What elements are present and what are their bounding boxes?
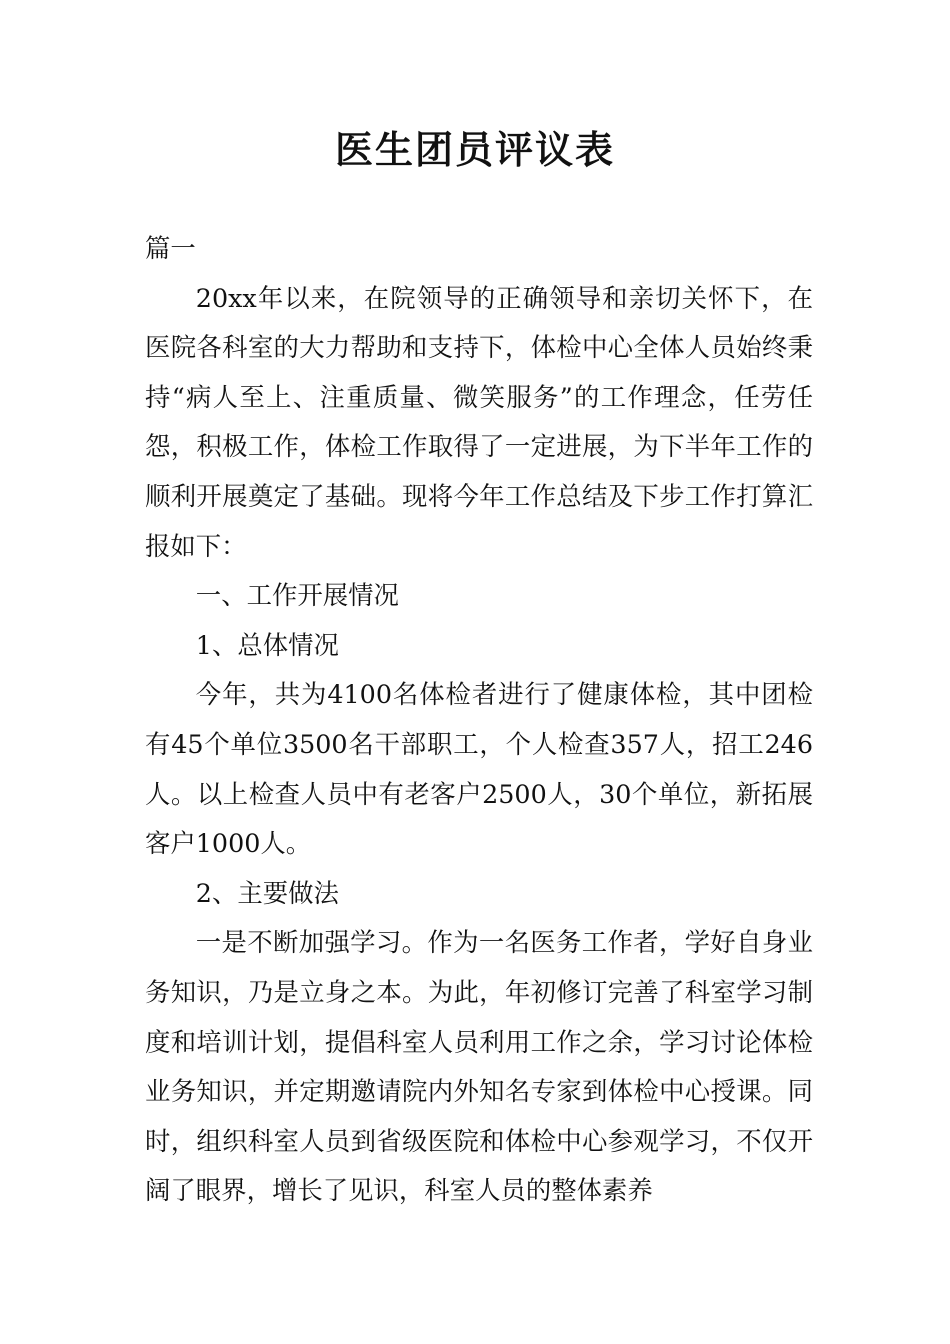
- subheading-methods: 2、主要做法: [195, 877, 339, 908]
- paragraph-overall: 今年，共为4100名体检者进行了健康体检，其中团检有45个单位3500名干部职工，个人检查357人，招工246人。以上检查人员中有老客户2500人，30个单位，新拓展客户1000人。: [145, 679, 813, 859]
- document-title: 医生团员评议表: [334, 128, 615, 172]
- heading-work-status: 一、工作开展情况: [195, 580, 399, 611]
- section-label: 篇一: [145, 233, 196, 263]
- document-body: [145, 224, 813, 1216]
- paragraph-intro: 20xx年以来，在院领导的正确领导和亲切关怀下，在医院各科室的大力帮助和支持下，体检中心全体人员始终秉持“病人至上、注重质量、微笑服务”的工作理念，任劳任怨，积极工作，体检工作取得了一定进展，为下半年工作的顺利开展奠定了基础。现将今年工作总结及下步工作打算汇报如下：: [145, 282, 813, 561]
- subheading-overall: 1、总体情况: [195, 629, 339, 660]
- paragraph-methods: 一是不断加强学习。作为一名医务工作者，学好自身业务知识，乃是立身之本。为此，年初修订完善了科室学习制度和培训计划，提倡科室人员利用工作之余，学习讨论体检业务知识，并定期邀请院内外知名专家到体检中心授课。同时，组织科室人员到省级医院和体检中心参观学习，不仅开阔了眼界，增长了见识，科室人员的整体素养: [145, 927, 813, 1206]
